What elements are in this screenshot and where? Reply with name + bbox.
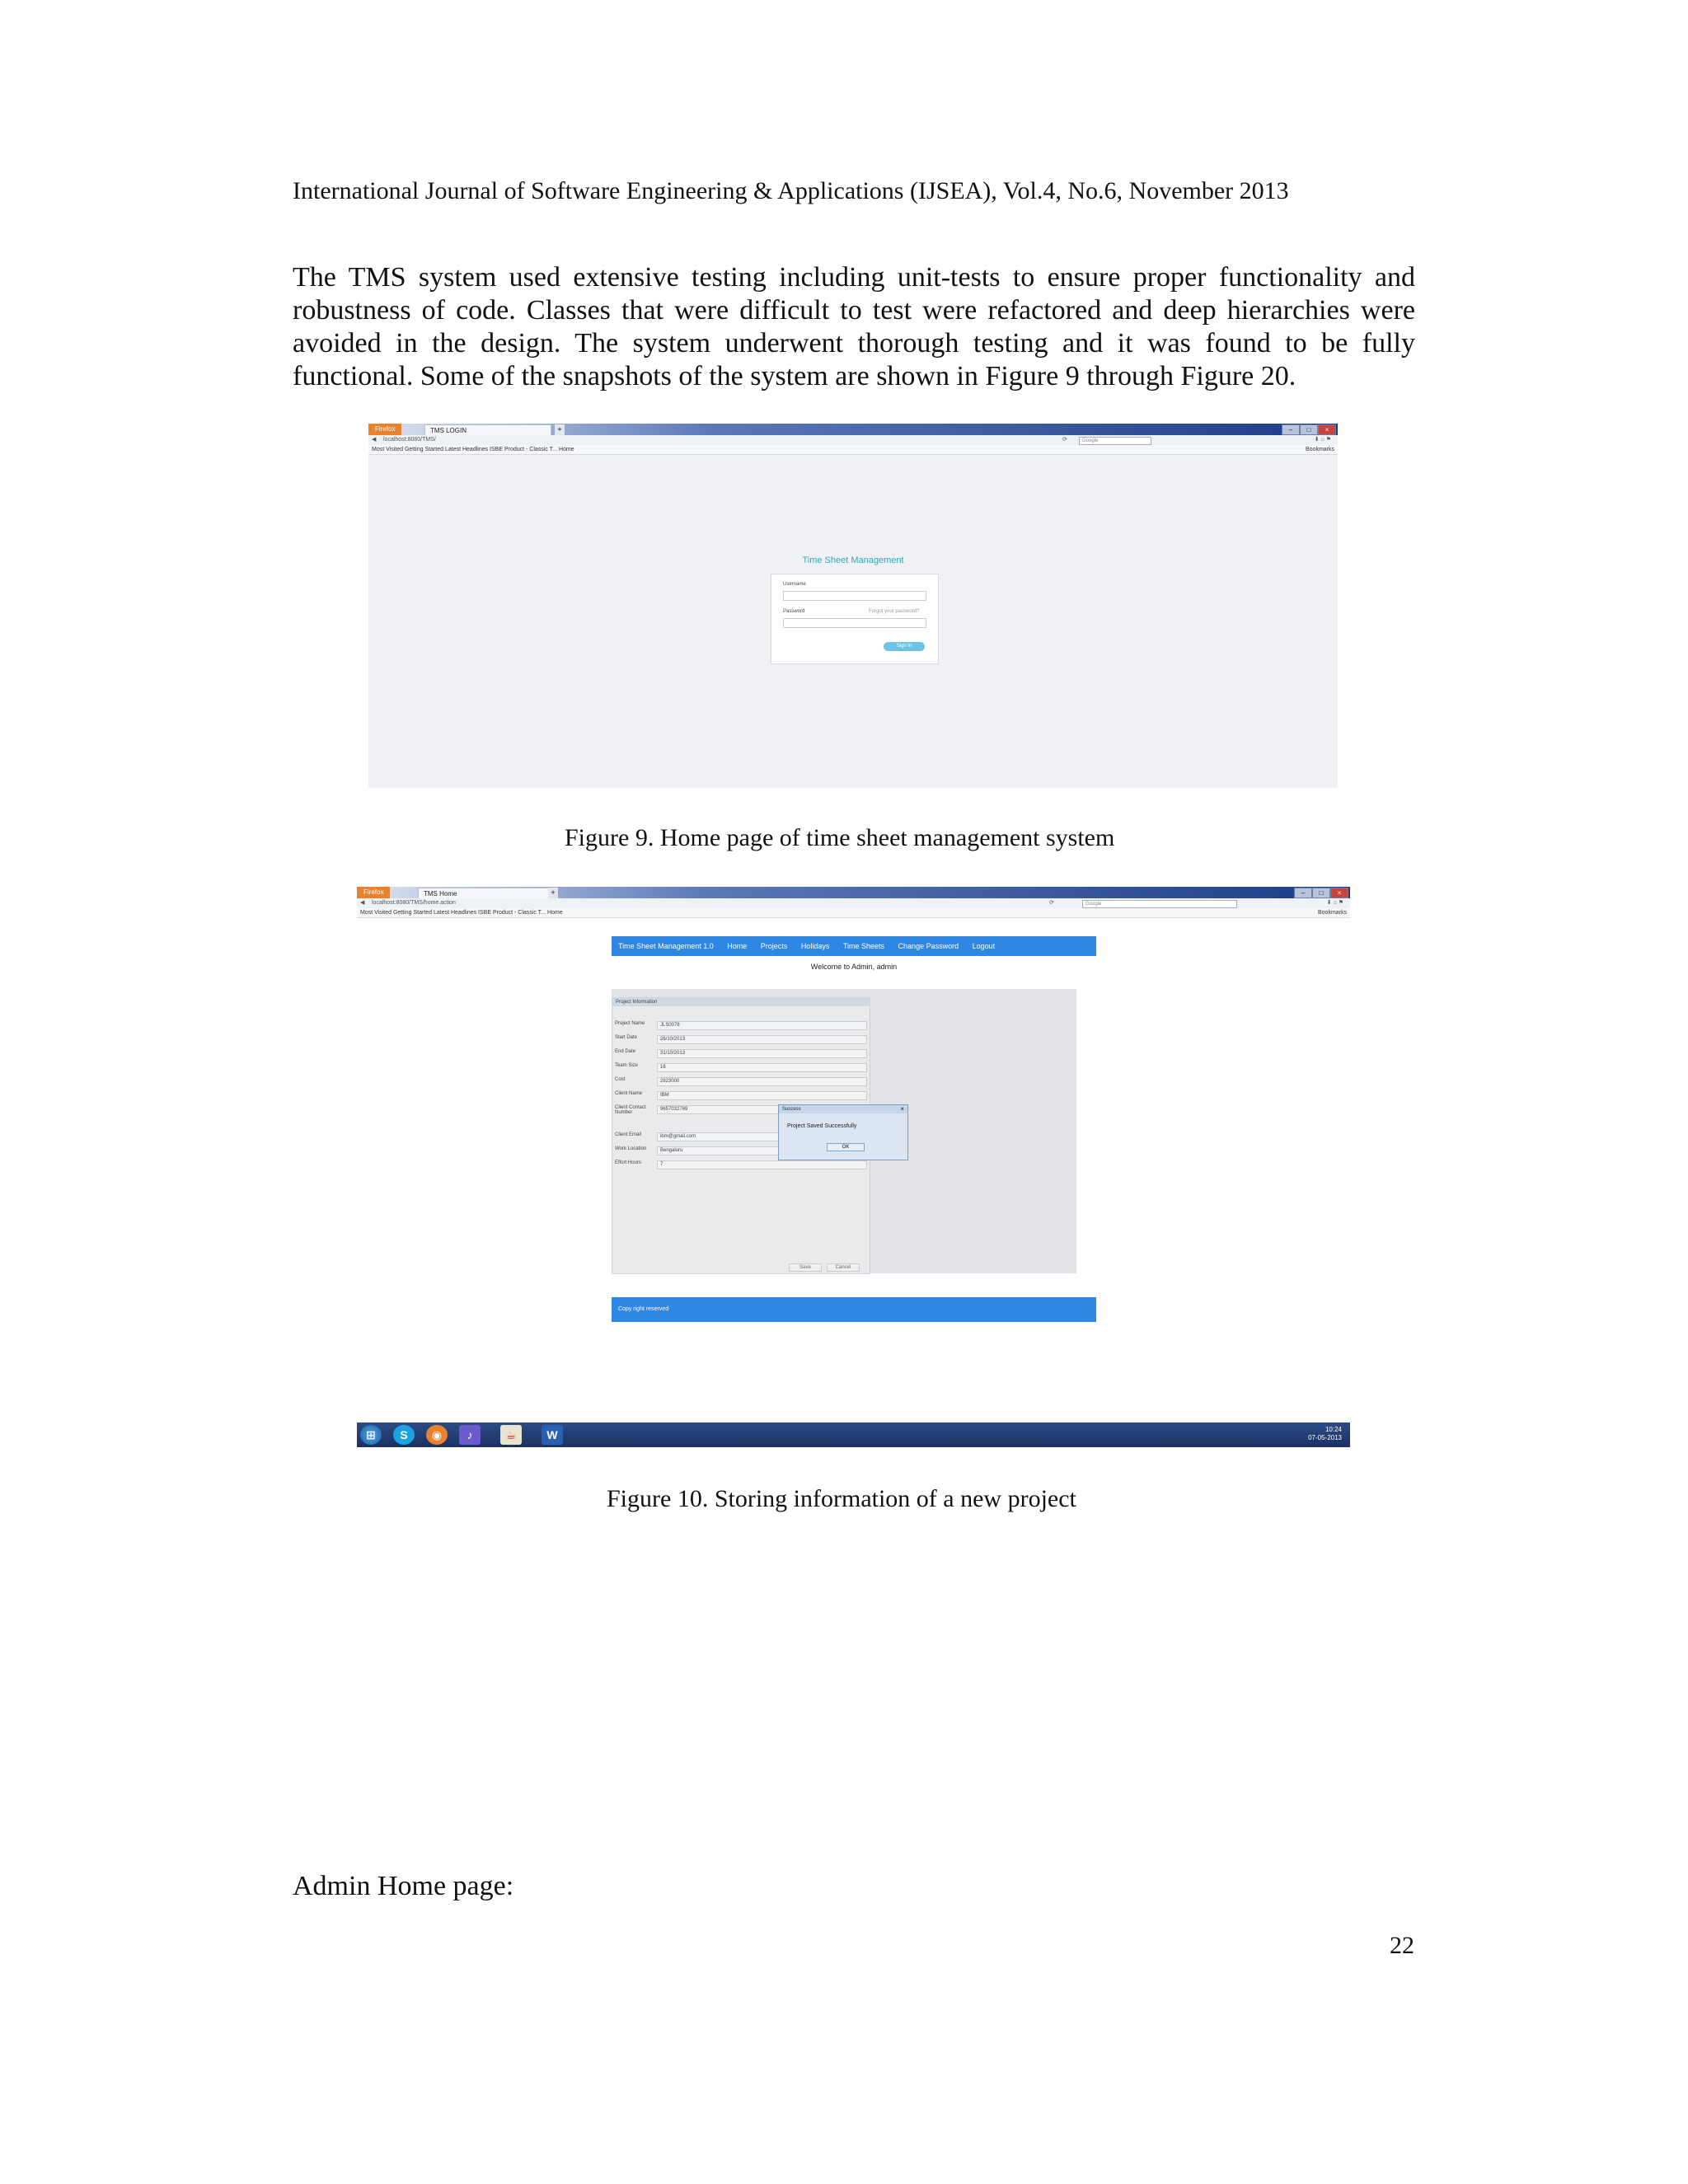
reload-icon[interactable]: ⟳ bbox=[1062, 437, 1067, 443]
figure-9-screenshot bbox=[368, 424, 1338, 788]
close-button[interactable]: × bbox=[1318, 424, 1336, 435]
username-input[interactable] bbox=[783, 591, 926, 601]
bookmarks-bar bbox=[368, 445, 1338, 455]
password-label: Password bbox=[783, 609, 805, 614]
app-footer bbox=[612, 1297, 1096, 1322]
work-location-input[interactable]: Bengaluru bbox=[657, 1146, 867, 1155]
app-brand[interactable]: Time Sheet Management 1.0 bbox=[618, 942, 714, 950]
effort-hours-input[interactable]: 7 bbox=[657, 1160, 867, 1169]
windows-taskbar bbox=[357, 1422, 1350, 1447]
url-bar[interactable]: localhost:8080/TMS/home.action bbox=[372, 900, 456, 906]
page-number: 22 bbox=[1390, 1932, 1414, 1959]
section-text: Admin Home page: bbox=[293, 1871, 514, 1901]
browser-tab[interactable]: TMS LOGIN bbox=[424, 424, 551, 437]
clock-time: 10:24 bbox=[1325, 1426, 1342, 1433]
toolbar-icons[interactable]: ⬇ ⌂ ⚑ bbox=[1314, 437, 1331, 443]
nav-logout[interactable]: Logout bbox=[972, 942, 996, 950]
back-arrow-icon[interactable]: ◀ bbox=[372, 437, 377, 443]
close-button[interactable]: × bbox=[1330, 888, 1348, 898]
field-label: Team Size bbox=[615, 1063, 639, 1068]
client-name-input[interactable]: IBM bbox=[657, 1091, 867, 1100]
figure-10-screenshot bbox=[357, 887, 1350, 1447]
project-name-input[interactable]: JLS0078 bbox=[657, 1021, 867, 1030]
firefox-menu-button[interactable]: Firefox bbox=[368, 424, 401, 435]
java-icon[interactable]: ☕ bbox=[500, 1425, 522, 1445]
bookmarks-list[interactable]: Most Visited Getting Started Latest Headlines ISBE Product - Classic T... Home bbox=[360, 910, 563, 916]
maximize-button[interactable]: □ bbox=[1312, 888, 1330, 898]
clock-date: 07-05-2013 bbox=[1308, 1434, 1342, 1441]
search-input[interactable]: Google bbox=[1079, 437, 1151, 445]
nav-change-password[interactable]: Change Password bbox=[898, 942, 959, 950]
word-icon[interactable]: W bbox=[542, 1425, 563, 1445]
firefox-icon[interactable]: ◉ bbox=[426, 1425, 448, 1445]
firefox-menu-button[interactable]: Firefox bbox=[357, 887, 390, 898]
url-bar[interactable]: localhost:8080/TMS/ bbox=[383, 437, 436, 443]
field-label: Cost bbox=[615, 1077, 626, 1082]
field-label: Work Location bbox=[615, 1146, 647, 1151]
maximize-button[interactable]: □ bbox=[1300, 424, 1318, 435]
skype-icon[interactable]: S bbox=[393, 1425, 415, 1445]
copyright-text: Copy right reserved bbox=[618, 1306, 669, 1312]
dialog-close-icon[interactable]: × bbox=[900, 1105, 904, 1113]
browser-tab[interactable]: TMS Home bbox=[418, 888, 553, 900]
success-dialog bbox=[778, 1104, 908, 1160]
system-tray[interactable] bbox=[1308, 1426, 1342, 1442]
cancel-button[interactable]: Cancel bbox=[827, 1263, 860, 1272]
save-button[interactable]: Save bbox=[789, 1263, 822, 1272]
search-input[interactable]: Google bbox=[1082, 900, 1237, 908]
dialog-message: Project Saved Successfully bbox=[787, 1123, 857, 1129]
reload-icon[interactable]: ⟳ bbox=[1049, 900, 1054, 906]
new-tab-button[interactable]: + bbox=[555, 424, 565, 435]
start-date-input[interactable]: 26/10/2013 bbox=[657, 1035, 867, 1044]
client-email-input[interactable]: ibm@gmail.com bbox=[657, 1132, 867, 1141]
field-label: Client Contact Number bbox=[615, 1105, 646, 1115]
team-size-input[interactable]: 16 bbox=[657, 1063, 867, 1072]
bookmarks-menu[interactable]: Bookmarks bbox=[1317, 910, 1347, 916]
bookmarks-list[interactable]: Most Visited Getting Started Latest Headlines ISBE Product - Classic T... Home bbox=[372, 447, 574, 452]
start-button[interactable]: ⊞ bbox=[360, 1425, 382, 1445]
username-label: Username bbox=[783, 582, 806, 587]
form-title: Project Information bbox=[612, 998, 870, 1006]
app-title: Time Sheet Management bbox=[802, 555, 904, 565]
signin-button[interactable]: Sign in bbox=[884, 642, 925, 651]
minimize-button[interactable]: – bbox=[1294, 888, 1312, 898]
bookmarks-bar bbox=[357, 908, 1350, 918]
figure-10-caption: Figure 10. Storing information of a new project bbox=[607, 1485, 1076, 1512]
toolbar-icons[interactable]: ⬇ ⌂ ⚑ bbox=[1326, 900, 1343, 906]
back-arrow-icon[interactable]: ◀ bbox=[360, 900, 365, 906]
field-label: Start Date bbox=[615, 1035, 638, 1040]
figure-9-caption: Figure 9. Home page of time sheet management system bbox=[565, 824, 1115, 851]
media-player-icon[interactable]: ♪ bbox=[459, 1425, 481, 1445]
journal-header: International Journal of Software Engineering & Applications (IJSEA), Vol.4, No.6, November 2013 bbox=[293, 177, 1289, 204]
nav-projects[interactable]: Projects bbox=[760, 942, 788, 950]
new-tab-button[interactable]: + bbox=[548, 888, 558, 898]
field-label: End Date bbox=[615, 1049, 636, 1054]
forgot-password-link[interactable]: Forgot your password? bbox=[869, 609, 920, 614]
app-navbar bbox=[612, 936, 1096, 956]
nav-timesheets[interactable]: Time Sheets bbox=[842, 942, 885, 950]
browser-tabbar bbox=[368, 424, 1338, 435]
client-contact-input[interactable]: 9657032769 bbox=[657, 1105, 867, 1114]
field-label: Project Name bbox=[615, 1021, 645, 1026]
minimize-button[interactable]: – bbox=[1282, 424, 1300, 435]
password-input[interactable] bbox=[783, 618, 926, 628]
bookmarks-menu[interactable]: Bookmarks bbox=[1305, 447, 1334, 452]
end-date-input[interactable]: 31/10/2013 bbox=[657, 1049, 867, 1058]
dialog-title: Success bbox=[779, 1105, 907, 1113]
field-label: Client Email bbox=[615, 1132, 642, 1137]
nav-home[interactable]: Home bbox=[727, 942, 748, 950]
body-paragraph: The TMS system used extensive testing including unit-tests to ensure proper functionality and robustness of code. Classes that were difficult to test were refactored and deep hierarchies were avoided in the design. The system underwent thorough testing and it was found to be fully functional. Some of the snapshots of the system are shown in Figure 9 through Figure 20. bbox=[293, 262, 1415, 391]
form-panel bbox=[612, 989, 1076, 1273]
field-label: Client Name bbox=[615, 1091, 643, 1096]
cost-input[interactable]: 2823000 bbox=[657, 1077, 867, 1086]
login-card bbox=[771, 574, 939, 664]
nav-holidays[interactable]: Holidays bbox=[800, 942, 830, 950]
field-label: Effort Hours bbox=[615, 1160, 641, 1165]
browser-tabbar bbox=[357, 887, 1350, 898]
dialog-ok-button[interactable]: OK bbox=[827, 1143, 865, 1151]
welcome-text: Welcome to Admin, admin bbox=[810, 963, 898, 971]
